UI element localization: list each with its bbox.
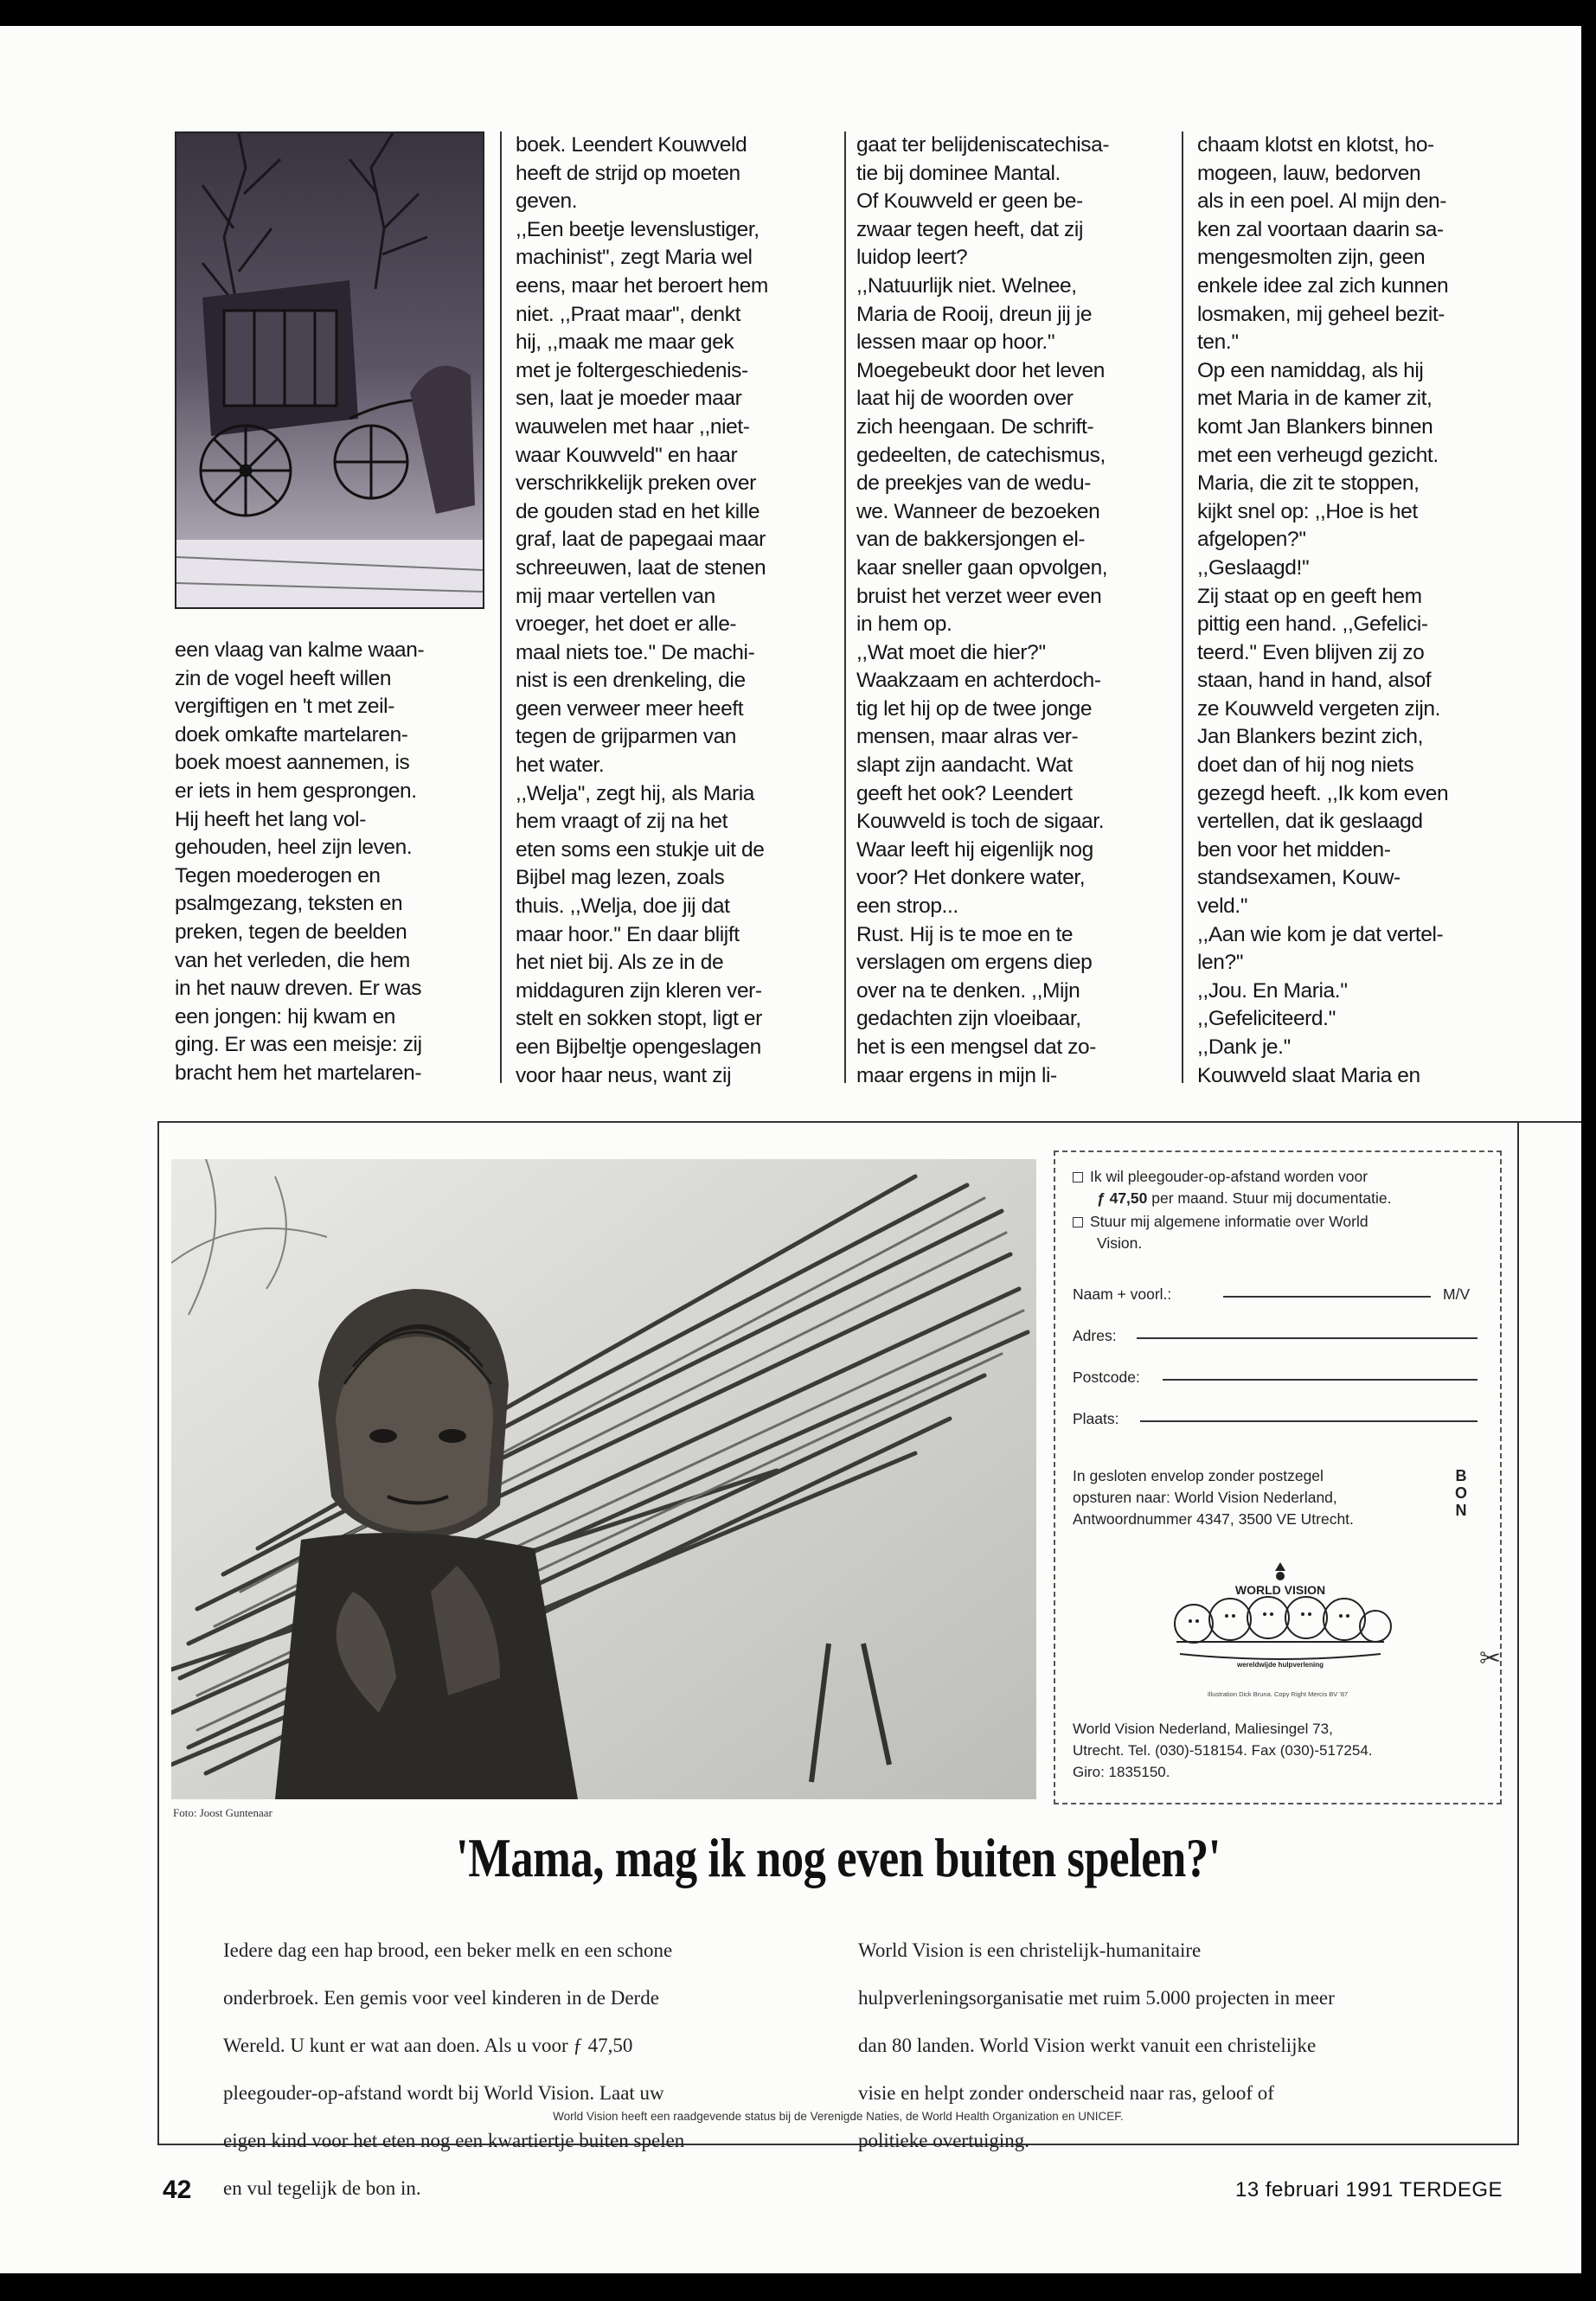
ad-body-line: politieke overtuiging. (858, 2130, 1030, 2151)
article-line: ,,Welja'', zegt hij, als Maria (516, 781, 755, 805)
column-rule-2 (844, 131, 846, 1083)
article-line: wauwelen met haar ,,niet- (516, 414, 750, 439)
photo-credit: Foto: Joost Guntenaar (173, 1806, 272, 1819)
article-line: mij maar vertellen van (516, 584, 715, 608)
illustration-credit: Illustration Dick Bruna. Copy Right Mercis BV '87 (1207, 1690, 1349, 1698)
article-line: Hij heeft het lang vol- (175, 807, 366, 831)
article-line: nist is een drenkeling, die (516, 669, 746, 693)
article-line: maar hoor.'' En daar blijft (516, 922, 740, 946)
article-line: de preekjes van de wedu- (856, 471, 1091, 496)
hearse-illustration (175, 131, 484, 609)
article-line: gedachten zijn vloeibaar, (856, 1007, 1081, 1031)
article-line: Zij staat op en geeft hem (1197, 584, 1422, 608)
article-line: tegen de grijparmen van (516, 725, 737, 749)
article-line: met je foltergeschiedenis- (516, 358, 748, 382)
article-line: gaat ter belijdeniscatechisa- (856, 133, 1110, 157)
article-line: zwaar tegen heeft, dat zij (856, 217, 1083, 241)
article-line: ben voor het midden- (1197, 837, 1391, 862)
world-vision-logo (1168, 1559, 1393, 1680)
article-line: hij, ,,maak me maar gek (516, 330, 734, 355)
ad-body-line: dan 80 landen. World Vision werkt vanuit een christelijke (858, 2035, 1317, 2056)
article-line: Maria de Rooij, dreun jij je (856, 302, 1093, 326)
article-line: het water. (516, 753, 605, 778)
checkbox-info[interactable] (1073, 1217, 1083, 1227)
article-line: in het nauw dreven. Er was (175, 977, 422, 1001)
article-line: ken zal voortaan daarin sa- (1197, 217, 1444, 241)
article-line: mengesmolten zijn, geen (1197, 246, 1426, 270)
article-line: met een verheugd gezicht. (1197, 443, 1439, 467)
article-line: ,,Geslaagd!'' (1197, 555, 1310, 580)
article-line: afgelopen?'' (1197, 528, 1306, 552)
article-line: doek omkafte martelaren- (175, 722, 408, 747)
ad-body-line: World Vision is een christelijk-humanitaire (858, 1939, 1202, 1961)
article-line: Kouwveld slaat Maria en (1197, 1063, 1420, 1087)
article-line: stelt en sokken stopt, ligt er (516, 1007, 762, 1031)
article-line: van het verleden, die hem (175, 948, 410, 972)
article-line: machinist'', zegt Maria wel (516, 246, 753, 270)
article-line: gehouden, heel zijn leven. (175, 836, 413, 860)
article-line: Maria, die zit te stoppen, (1197, 471, 1420, 496)
ad-body-line: eigen kind voor het eten nog een kwartiertje buiten spelen (223, 2130, 685, 2151)
article-line: over na te denken. ,,Mijn (856, 978, 1080, 1003)
address-field-line[interactable] (1137, 1337, 1477, 1339)
article-column-2 (516, 131, 834, 1090)
article-line: graf, laat de papegaai maar (516, 528, 766, 552)
instructions-line-2: opsturen naar: World Vision Nederland, (1073, 1489, 1337, 1506)
coupon-option-info[interactable]: Stuur mij algemene informatie over World (1073, 1211, 1368, 1233)
article-line: komt Jan Blankers binnen (1197, 414, 1433, 439)
article-line: tie bij dominee Mantal. (856, 161, 1061, 185)
ad-body-line: onderbroek. Een gemis voor veel kinderen in de Derde (223, 1987, 659, 2009)
article-line: Kouwveld is toch de sigaar. (856, 810, 1105, 834)
article-line: heeft de strijd op moeten (516, 161, 740, 185)
scan-border-top (0, 0, 1596, 26)
article-line: geen verweer meer heeft (516, 696, 744, 721)
article-line: thuis. ,,Welja, doe jij dat (516, 894, 730, 919)
ad-body-line: Wereld. U kunt er wat aan doen. Als u voor ƒ 47,50 (223, 2035, 633, 2056)
article-line: voor? Het donkere water, (856, 866, 1086, 890)
article-line: ,,Wat moet die hier?'' (856, 640, 1046, 664)
article-line: psalmgezang, teksten en (175, 892, 403, 916)
logo-name: WORLD VISION (1234, 1583, 1326, 1597)
article-column-3 (856, 131, 1175, 1090)
article-line: staan, hand in hand, alsof (1197, 669, 1432, 693)
ad-headline: 'Mama, mag ik nog even buiten spelen?' (456, 1827, 1221, 1888)
address-line-1: World Vision Nederland, Maliesingel 73, (1073, 1721, 1333, 1737)
article-line: voor haar neus, want zij (516, 1063, 732, 1087)
article-line: geeft het ook? Leendert (856, 781, 1073, 805)
article-line: ging. Er was een meisje: zij (175, 1033, 422, 1057)
ad-footnote: World Vision heeft een raadgevende status bij de Verenigde Naties, de World Health Organization en UNICEF. (553, 2110, 1124, 2123)
coupon-option-sponsor[interactable]: Ik wil pleegouder-op-afstand worden voor (1073, 1166, 1368, 1188)
scissors-icon: ✂ (1479, 1644, 1502, 1673)
article-line: kaar sneller gaan opvolgen, (856, 555, 1108, 580)
instructions-line-3: Antwoordnummer 4347, 3500 VE Utrecht. (1073, 1510, 1354, 1528)
article-line: doet dan of hij nog niets (1197, 753, 1414, 778)
article-line: met Maria in de kamer zit, (1197, 387, 1433, 411)
article-line: zin de vogel heeft willen (175, 666, 392, 690)
article-line: sen, laat je moeder maar (516, 387, 742, 411)
scan-border-right (1581, 0, 1596, 2301)
article-line: losmaken, mij geheel bezit- (1197, 302, 1445, 326)
article-line: Rust. Hij is te moe en te (856, 922, 1074, 946)
article-line: pittig een hand. ,,Gefelici- (1197, 612, 1428, 637)
scan-border-bottom (0, 2273, 1596, 2301)
ad-body-line: pleegouder-op-afstand wordt bij World Vision. Laat uw (223, 2082, 664, 2104)
article-line: boek. Leendert Kouwveld (516, 133, 747, 157)
article-line: gedeelten, de catechismus, (856, 443, 1106, 467)
article-column-1 (175, 637, 486, 1088)
article-line: ,,Jou. En Maria.'' (1197, 978, 1348, 1003)
column-rule-3 (1182, 131, 1183, 1083)
article-line: ten.'' (1197, 330, 1239, 355)
address-line-2: Utrecht. Tel. (030)-518154. Fax (030)-517254. (1073, 1742, 1373, 1759)
article-line: standsexamen, Kouw- (1197, 866, 1401, 890)
article-line: het is een mengsel dat zo- (856, 1035, 1096, 1059)
logo-tagline: wereldwijde hulpverlening (1236, 1661, 1324, 1669)
name-field-label: Naam + voorl.: (1073, 1285, 1172, 1303)
gender-field-label: M/V (1443, 1285, 1471, 1303)
child-carrying-sticks-photo (171, 1159, 1036, 1799)
article-line: verschrikkelijk preken over (516, 471, 756, 496)
article-line: het niet bij. Als ze in de (516, 951, 724, 975)
article-line: als in een poel. Al mijn den- (1197, 189, 1447, 214)
article-line: er iets in hem gesprongen. (175, 779, 417, 803)
city-field-line[interactable] (1140, 1420, 1477, 1422)
ad-body-line: Iedere dag een hap brood, een beker melk en een schone (223, 1939, 673, 1961)
article-line: geven. (516, 189, 578, 214)
checkbox-sponsor[interactable] (1073, 1172, 1083, 1183)
article-line: eens, maar het beroert hem (516, 273, 768, 298)
article-line: Op een namiddag, als hij (1197, 358, 1424, 382)
article-line: een vlaag van kalme waan- (175, 638, 425, 662)
article-line: we. Wanneer de bezoeken (856, 499, 1100, 523)
article-line: slapt zijn aandacht. Wat (856, 753, 1073, 778)
article-line: verslagen om ergens diep (856, 951, 1093, 975)
article-line: veld.'' (1197, 894, 1248, 919)
article-line: kijkt snel op: ,,Hoe is het (1197, 499, 1418, 523)
article-line: middaguren zijn kleren ver- (516, 978, 762, 1003)
article-line: ,,Een beetje levenslustiger, (516, 217, 760, 241)
article-line: Waar leeft hij eigenlijk nog (856, 837, 1093, 862)
article-line: Of Kouwveld er geen be- (856, 189, 1083, 214)
postcode-field-label: Postcode: (1073, 1368, 1140, 1386)
ad-body-right (858, 1917, 1498, 2175)
article-line: ,,Natuurlijk niet. Welnee, (856, 273, 1077, 298)
article-line: luidop leert? (856, 246, 968, 270)
article-line: laat hij de woorden over (856, 387, 1074, 411)
article-line: in hem op. (856, 612, 952, 637)
article-line: ,,Dank je.'' (1197, 1035, 1292, 1059)
article-line: bracht hem het martelaren- (175, 1061, 422, 1085)
article-line: preken, tegen de beelden (175, 920, 407, 944)
article-column-4 (1197, 131, 1519, 1090)
article-line: schreeuwen, laat de stenen (516, 555, 766, 580)
page-number: 42 (163, 2176, 192, 2204)
article-line: tig let hij op de twee jonge (856, 696, 1093, 721)
article-line: Bijbel mag lezen, zoals (516, 866, 725, 890)
article-line: bruist het verzet weer even (856, 584, 1102, 608)
article-line: niet. ,,Praat maar'', denkt (516, 302, 741, 326)
article-line: len?'' (1197, 951, 1244, 975)
ad-body-left (223, 1917, 846, 2222)
ad-body-line: hulpverleningsorganisatie met ruim 5.000 projecten in meer (858, 1987, 1335, 2009)
article-line: ,,Gefeliciteerd.'' (1197, 1007, 1336, 1031)
city-field-label: Plaats: (1073, 1410, 1119, 1427)
article-line: vertellen, dat ik geslaagd (1197, 810, 1423, 834)
article-line: mogeen, lauw, bedorven (1197, 161, 1421, 185)
article-line: maar ergens in mijn li- (856, 1063, 1057, 1087)
column-rule-1 (500, 131, 502, 1083)
article-line: mensen, maar alras ver- (856, 725, 1079, 749)
article-line: eten soms een stukje uit de (516, 837, 765, 862)
ad-body-line: en vul tegelijk de bon in. (223, 2177, 421, 2199)
article-line: de gouden stad en het kille (516, 499, 760, 523)
article-line: chaam klotst en klotst, ho- (1197, 133, 1434, 157)
instructions-line-1: In gesloten envelop zonder postzegel (1073, 1467, 1324, 1484)
article-line: een jongen: hij kwam en (175, 1004, 396, 1029)
article-line: vergiftigen en 't met zeil- (175, 695, 394, 719)
article-line: Tegen moederogen en (175, 863, 381, 888)
bon-label: B O N (1454, 1467, 1467, 1519)
article-line: lessen maar op hoor.'' (856, 330, 1055, 355)
address-line-3: Giro: 1835150. (1073, 1764, 1170, 1780)
article-line: zich heengaan. De schrift- (856, 414, 1094, 439)
address-field-label: Adres: (1073, 1327, 1117, 1344)
article-line: vroeger, het doet er alle- (516, 612, 737, 637)
name-field-line[interactable] (1223, 1296, 1431, 1298)
postcode-field-line[interactable] (1163, 1379, 1477, 1381)
article-line: een strop... (856, 894, 958, 919)
article-line: hem vraagt of zij na het (516, 810, 728, 834)
article-line: gezegd heeft. ,,Ik kom even (1197, 781, 1449, 805)
coupon-option-info-line2: Vision. (1097, 1234, 1143, 1252)
article-line: ,,Aan wie kom je dat vertel- (1197, 922, 1444, 946)
article-line: Jan Blankers bezint zich, (1197, 725, 1423, 749)
article-line: waar Kouwveld'' en haar (516, 443, 738, 467)
article-line: van de bakkersjongen el- (856, 528, 1086, 552)
article-line: ze Kouwveld vergeten zijn. (1197, 696, 1441, 721)
ad-body-line: visie en helpt zonder onderscheid naar ras, geloof of (858, 2082, 1274, 2104)
article-line: maal niets toe.'' De machi- (516, 640, 755, 664)
article-line: boek moest aannemen, is (175, 751, 410, 775)
response-coupon (1054, 1150, 1502, 1804)
article-line: een Bijbeltje opengeslagen (516, 1035, 761, 1059)
article-line: teerd.'' Even blijven zij zo (1197, 640, 1425, 664)
article-line: Moegebeukt door het leven (856, 358, 1105, 382)
issue-dateline: 13 februari 1991 TERDEGE (1235, 2178, 1503, 2202)
article-line: enkele idee zal zich kunnen (1197, 273, 1449, 298)
coupon-option-sponsor-line2: ƒ 47,50 per maand. Stuur mij documentatie. (1097, 1189, 1392, 1207)
article-line: Waakzaam en achterdoch- (856, 669, 1101, 693)
